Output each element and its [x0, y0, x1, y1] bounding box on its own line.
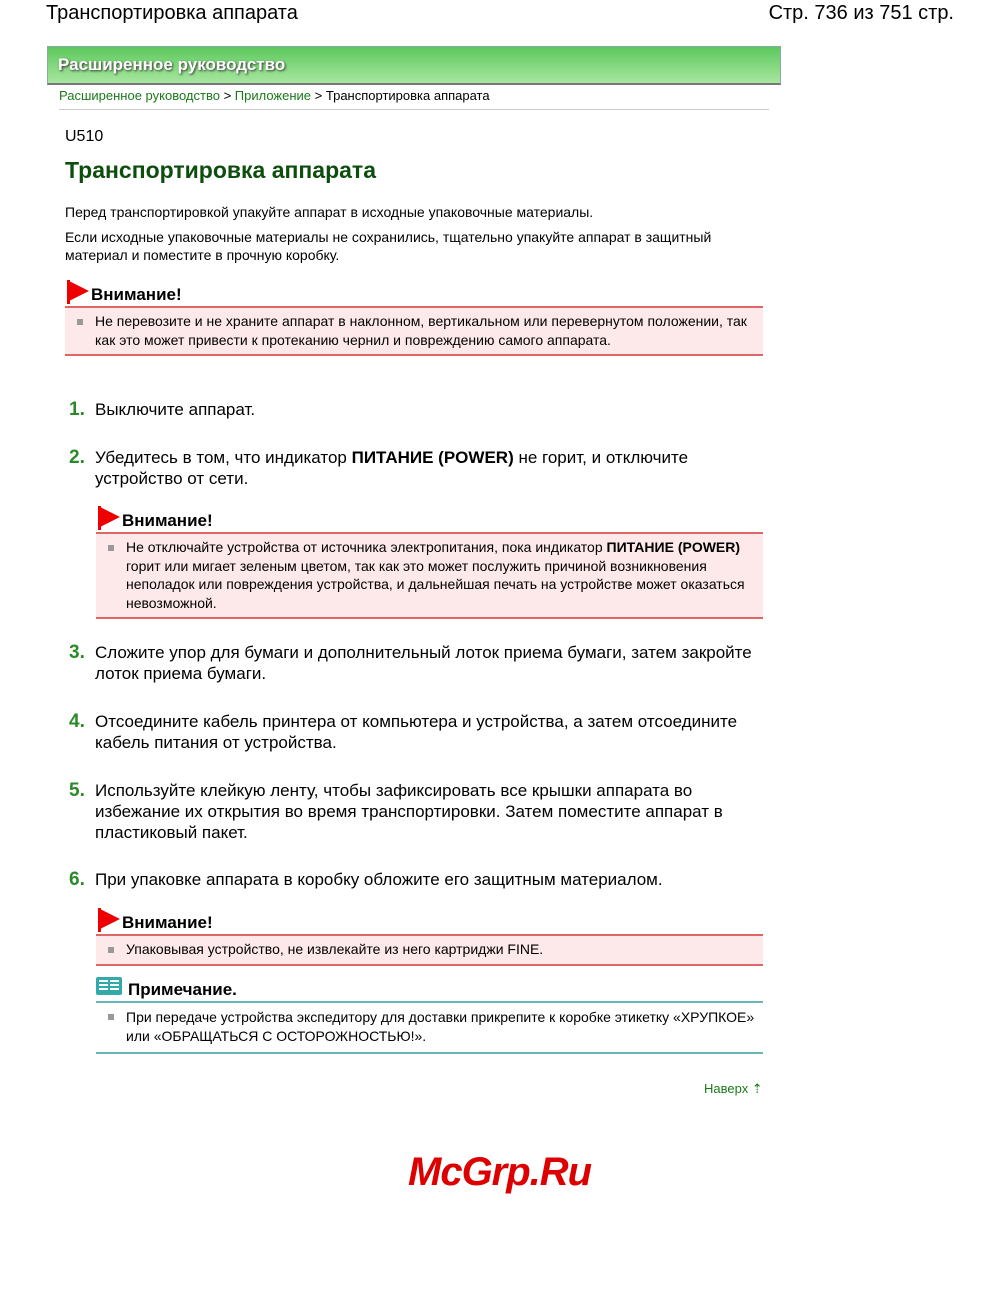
note-heading: Примечание. [128, 980, 237, 999]
note-box [96, 973, 763, 1054]
text: не горит, и отключите устройство от сети. [95, 448, 689, 488]
step-number: 6. [69, 869, 85, 890]
step-3 [69, 642, 765, 684]
breadcrumb-sep: > [223, 88, 232, 103]
page-number: Стр. 736 из 751 стр. [768, 2, 954, 24]
text: горит или мигает зеленым цветом, так как это может послужить причиной возникновения неполадок или повреждения устройства, и дальнейшая печать на устройстве может оказаться невозможной. [126, 557, 745, 611]
bullet-icon [108, 1014, 114, 1020]
step-1 [69, 399, 765, 420]
text: Убедитесь в том, что индикатор [95, 448, 352, 467]
step-number: 5. [69, 780, 85, 801]
step-number: 2. [69, 447, 85, 468]
indicator-name: ПИТАНИЕ (POWER) [351, 448, 514, 467]
caution-box [96, 906, 763, 966]
caution-text: Упаковывая устройство, не извлекайте из него картриджи FINE. [126, 941, 544, 957]
banner-title: Расширенное руководство [58, 55, 286, 74]
intro-2: Если исходные упаковочные материалы не сохранились, тщательно упакуйте аппарат в защитный материал и поместите в прочную коробку. [65, 229, 712, 263]
step-6 [69, 869, 765, 890]
step-number: 3. [69, 642, 85, 663]
indicator-name: ПИТАНИЕ (POWER) [606, 539, 741, 555]
back-to-top-link[interactable]: Наверх ⇡ [704, 1081, 763, 1096]
flag-icon [98, 506, 120, 528]
step-number: 1. [69, 399, 85, 420]
caution-heading: Внимание! [122, 913, 213, 932]
model-label: U510 [65, 128, 104, 145]
flag-icon [67, 280, 89, 302]
step-text: Используйте клейкую ленту, чтобы зафиксировать все крышки аппарата во избежание их открытия во время транспортировки. Затем поместите аппарат в пластиковый пакет. [95, 781, 723, 842]
step-2 [69, 447, 765, 489]
breadcrumb-link-guide[interactable]: Расширенное руководство [59, 88, 220, 103]
step-text: Отсоедините кабель принтера от компьютера и устройства, а затем отсоедините кабель питания от устройства. [95, 712, 738, 752]
caution-heading: Внимание! [91, 285, 182, 304]
caution-text: Не перевозите и не храните аппарат в наклонном, вертикальном или перевернутом положении, так как это может привести к протеканию чернил и повреждению самого аппарата. [95, 313, 747, 348]
step-text: Выключите аппарат. [95, 400, 256, 419]
step-5 [69, 780, 765, 843]
divider [59, 109, 769, 110]
step-4 [69, 711, 765, 753]
caution-box [65, 278, 763, 356]
header-title: Транспортировка аппарата [46, 2, 298, 24]
section-banner [47, 46, 781, 85]
caution-heading: Внимание! [122, 511, 213, 530]
step-number: 4. [69, 711, 85, 732]
text: Не отключайте устройства от источника электропитания, пока индикатор [126, 539, 607, 555]
bullet-icon [108, 947, 114, 953]
page-title: Транспортировка аппарата [65, 157, 376, 183]
bullet-icon [108, 545, 114, 551]
step-text [95, 447, 765, 489]
watermark: McGrp.Ru [408, 1150, 592, 1194]
caution-box [96, 504, 763, 619]
step-text: При упаковке аппарата в коробку обложите его защитным материалом. [95, 870, 663, 889]
flag-icon [98, 908, 120, 930]
breadcrumb-link-appendix[interactable]: Приложение [234, 88, 312, 103]
breadcrumb-current: Транспортировка аппарата [325, 88, 490, 103]
intro-1: Перед транспортировкой упакуйте аппарат в исходные упаковочные материалы. [65, 204, 594, 220]
note-text: При передаче устройства экспедитору для доставки прикрепите к коробке этикетку «ХРУПКОЕ» или «ОБРАЩАТЬСЯ С ОСТОРОЖНОСТЬЮ!». [126, 1009, 755, 1044]
bullet-icon [77, 319, 83, 325]
book-icon [96, 977, 122, 995]
step-text: Сложите упор для бумаги и дополнительный лоток приема бумаги, затем закройте лоток приема бумаги. [95, 643, 752, 683]
breadcrumb [59, 88, 490, 103]
breadcrumb-sep: > [314, 88, 323, 103]
